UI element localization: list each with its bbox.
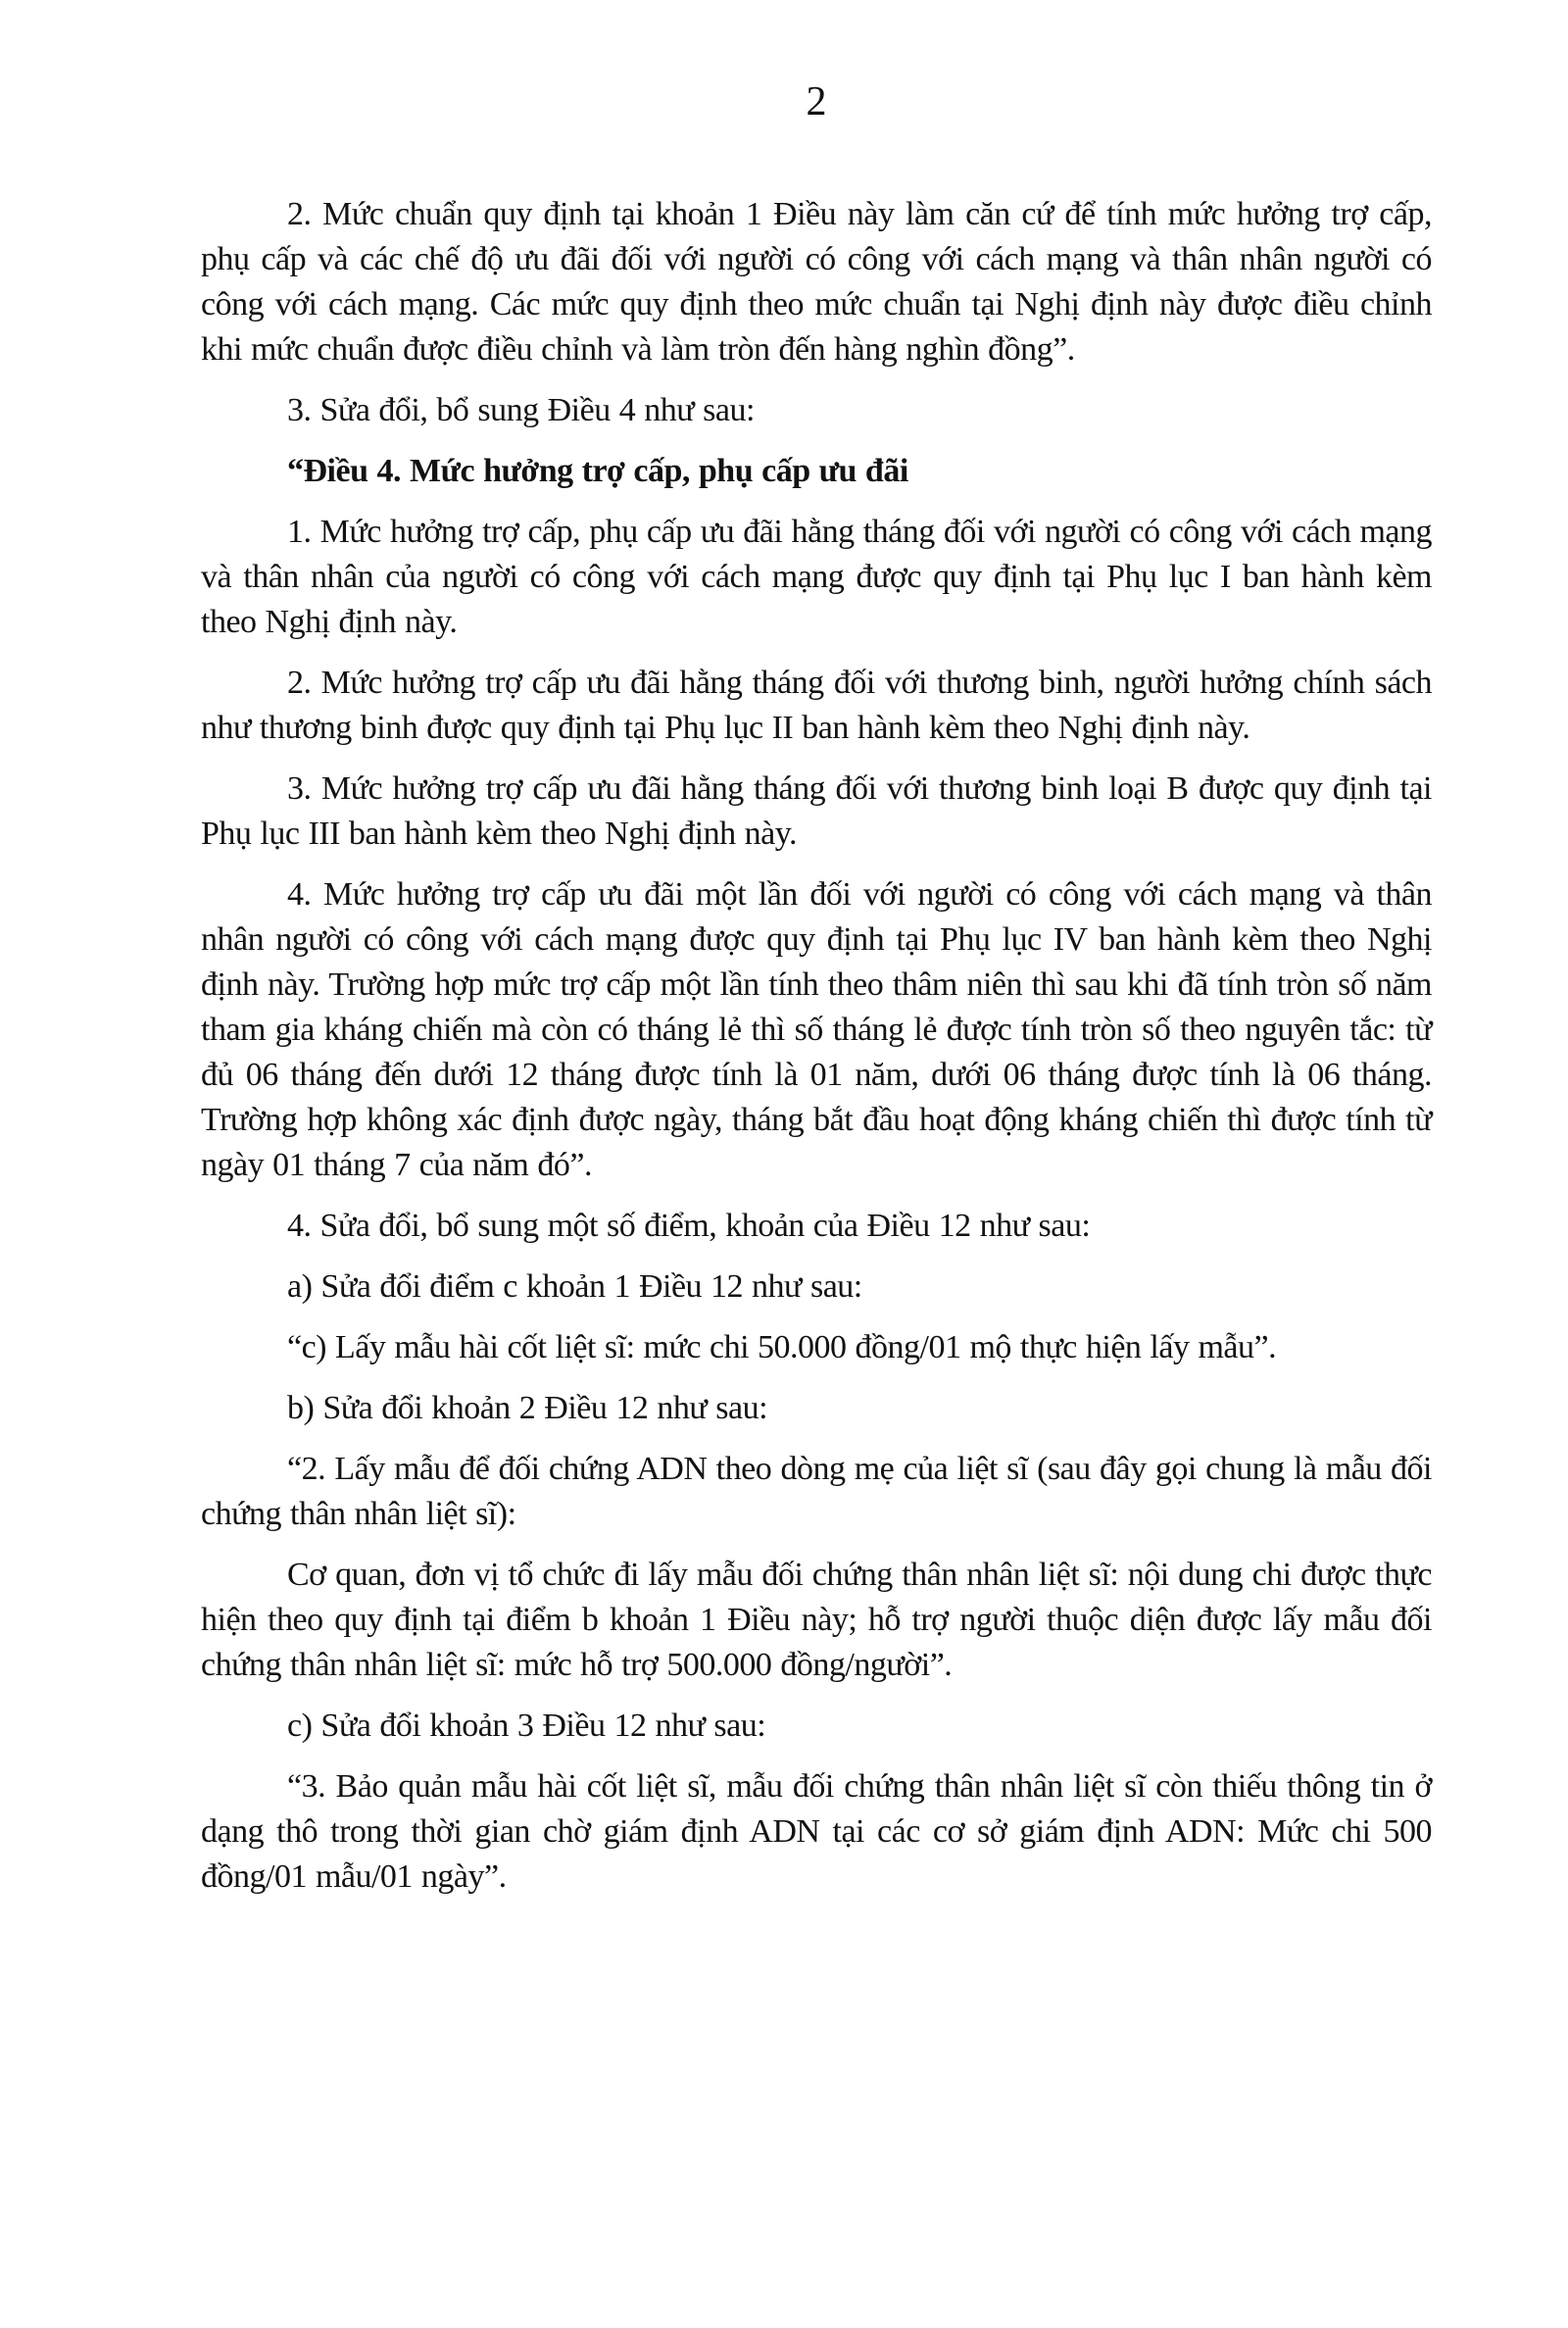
paragraph-clause-2-quoted-adn: “2. Lấy mẫu để đối chứng ADN theo dòng mẹ của liệt sĩ (sau đây gọi chung là mẫu đối chứng thân nhân liệt sĩ): [201,1451,1432,1532]
page-number: 2 [806,79,827,124]
paragraph-co-quan-don-vi: Cơ quan, đơn vị tổ chức đi lấy mẫu đối chứng thân nhân liệt sĩ: nội dung chi được thực hiện theo quy định tại điểm b khoản 1 Điều này; hỗ trợ người thuộc diện được lấy mẫu đối chứng thân nhân liệt sĩ: mức hỗ trợ 500.000 đồng/người”. [201,1557,1432,1683]
paragraph-article-4-clause-3: 3. Mức hưởng trợ cấp ưu đãi hằng tháng đối với thương binh loại B được quy định tại Phụ lục III ban hành kèm theo Nghị định này. [201,770,1432,852]
paragraph-clause-2-muc-chuan: 2. Mức chuẩn quy định tại khoản 1 Điều này làm căn cứ để tính mức hưởng trợ cấp, phụ cấp và các chế độ ưu đãi đối với người có công với cách mạng và thân nhân người có công với cách mạng. Các mức quy định theo mức chuẩn tại Nghị định này được điều chỉnh khi mức chuẩn được điều chỉnh và làm tròn đến hàng nghìn đồng”. [201,196,1432,368]
paragraph-point-c-quoted: “c) Lấy mẫu hài cốt liệt sĩ: mức chi 50.000 đồng/01 mộ thực hiện lấy mẫu”. [287,1329,1277,1365]
document-body [201,192,1432,1915]
paragraph-article-4-clause-1: 1. Mức hưởng trợ cấp, phụ cấp ưu đãi hằng tháng đối với người có công với cách mạng và thân nhân của người có công với cách mạng được quy định tại Phụ lục I ban hành kèm theo Nghị định này. [201,514,1432,640]
article-4-heading: “Điều 4. Mức hưởng trợ cấp, phụ cấp ưu đãi [287,453,908,489]
paragraph-article-4-clause-2: 2. Mức hưởng trợ cấp ưu đãi hằng tháng đối với thương binh, người hưởng chính sách như thương binh được quy định tại Phụ lục II ban hành kèm theo Nghị định này. [201,665,1432,746]
paragraph-point-b: b) Sửa đổi khoản 2 Điều 12 như sau: [287,1390,768,1426]
paragraph-point-a: a) Sửa đổi điểm c khoản 1 Điều 12 như sau: [287,1268,862,1305]
paragraph-item-4-sua-doi: 4. Sửa đổi, bổ sung một số điểm, khoản của Điều 12 như sau: [287,1208,1091,1244]
paragraph-item-3-sua-doi: 3. Sửa đổi, bổ sung Điều 4 như sau: [287,392,755,428]
paragraph-article-4-clause-4: 4. Mức hưởng trợ cấp ưu đãi một lần đối với người có công với cách mạng và thân nhân người có công với cách mạng được quy định tại Phụ lục IV ban hành kèm theo Nghị định này. Trường hợp mức trợ cấp một lần tính theo thâm niên thì sau khi đã tính tròn số năm tham gia kháng chiến mà còn có tháng lẻ thì số tháng lẻ được tính tròn số theo nguyên tắc: từ đủ 06 tháng đến dưới 12 tháng được tính là 01 năm, dưới 06 tháng được tính là 06 tháng. Trường hợp không xác định được ngày, tháng bắt đầu hoạt động kháng chiến thì được tính từ ngày 01 tháng 7 của năm đó”. [201,876,1432,1183]
paragraph-point-c2: c) Sửa đổi khoản 3 Điều 12 như sau: [287,1708,766,1744]
paragraph-clause-3-quoted-bao-quan: “3. Bảo quản mẫu hài cốt liệt sĩ, mẫu đối chứng thân nhân liệt sĩ còn thiếu thông tin ở dạng thô trong thời gian chờ giám định ADN tại các cơ sở giám định ADN: Mức chi 500 đồng/01 mẫu/01 ngày”. [201,1768,1432,1895]
